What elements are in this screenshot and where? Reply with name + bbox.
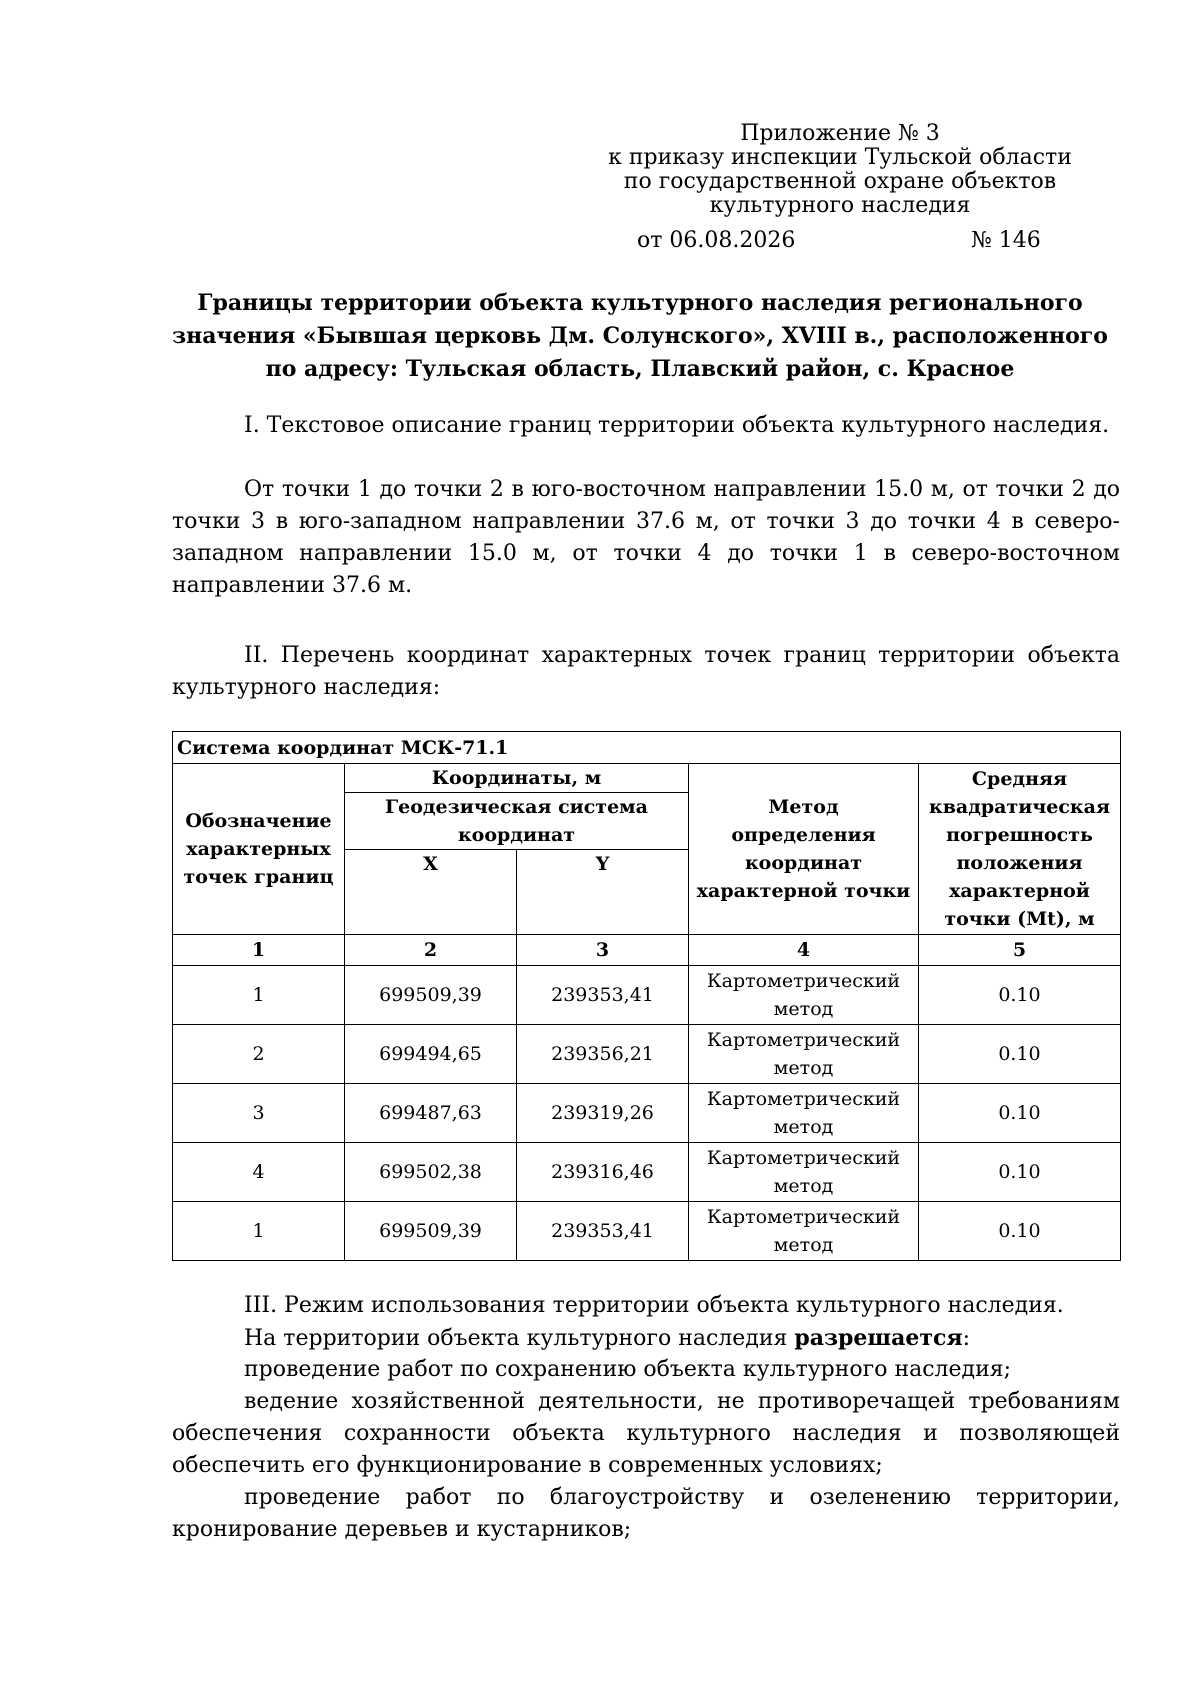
cell-x: 699502,38	[345, 1143, 517, 1202]
order-date: от 06.08.2026	[637, 228, 796, 253]
cell-method: Картометрический метод	[689, 1143, 919, 1202]
cell-point: 1	[173, 966, 345, 1025]
col-number: 1	[173, 935, 345, 966]
order-number: № 146	[971, 228, 1041, 253]
appendix-line: к приказу инспекции Тульской области	[608, 145, 1072, 170]
cell-error: 0.10	[919, 1202, 1121, 1261]
table-row	[173, 966, 1121, 1025]
cell-y: 239356,21	[517, 1025, 689, 1084]
col-method-header: Метод определения координат характерной точки	[689, 764, 919, 935]
coordinates-table	[172, 731, 1121, 1261]
section3-heading: III. Режим использования территории объекта культурного наследия.	[244, 1293, 1064, 1318]
section1-heading: I. Текстовое описание границ территории объекта культурного наследия.	[244, 413, 1110, 438]
col-number: 4	[689, 935, 919, 966]
section1-text: От точки 1 до точки 2 в юго-восточном направлении 15.0 м, от точки 2 до точки 3 в юго-западном направлении 37.6 м, от точки 3 до точки 4 в северо-западном направлении 15.0 м, от точки 4 до точки 1 в северо-восточном направлении 37.6 м.	[172, 477, 1120, 598]
cell-x: 699509,39	[345, 1202, 517, 1261]
cell-y: 239319,26	[517, 1084, 689, 1143]
cell-method: Картометрический метод	[689, 966, 919, 1025]
col-number: 2	[345, 935, 517, 966]
cell-x: 699509,39	[345, 966, 517, 1025]
cell-error: 0.10	[919, 1143, 1121, 1202]
allowed-line	[244, 1322, 970, 1355]
col-geo-header: Геодезическая система координат	[345, 793, 689, 850]
table-row	[173, 1025, 1121, 1084]
cell-point: 4	[173, 1143, 345, 1202]
cell-method: Картометрический метод	[689, 1202, 919, 1261]
appendix-line: культурного наследия	[709, 193, 971, 218]
allowed-item: проведение работ по сохранению объекта культурного наследия;	[244, 1357, 1012, 1382]
cell-y: 239316,46	[517, 1143, 689, 1202]
cell-error: 0.10	[919, 966, 1121, 1025]
appendix-header	[600, 122, 1080, 218]
col-number: 3	[517, 935, 689, 966]
cell-x: 699487,63	[345, 1084, 517, 1143]
cell-point: 1	[173, 1202, 345, 1261]
cell-y: 239353,41	[517, 966, 689, 1025]
allowed-bold: разрешается	[794, 1325, 963, 1351]
cell-point: 3	[173, 1084, 345, 1143]
allowed-suffix: :	[962, 1326, 971, 1351]
col-error-header: Средняя квадратическая погрешность положения характерной точки (Mt), м	[919, 764, 1121, 935]
allowed-item: проведение работ по благоустройству и озеленению территории, кронирование деревьев и кустарников;	[172, 1485, 1120, 1542]
allowed-item: ведение хозяйственной деятельности, не противоречащей требованиям обеспечения сохранности объекта культурного наследия и позволяющей обеспечить его функционирование в современных условиях;	[172, 1389, 1120, 1478]
cell-error: 0.10	[919, 1084, 1121, 1143]
cell-error: 0.10	[919, 1025, 1121, 1084]
title-line: Границы территории объекта культурного наследия регионального	[197, 290, 1083, 316]
cell-method: Картометрический метод	[689, 1025, 919, 1084]
cell-y: 239353,41	[517, 1202, 689, 1261]
col-y-header: Y	[517, 850, 689, 935]
appendix-line: по государственной охране объектов	[623, 169, 1057, 194]
section2-heading: II. Перечень координат характерных точек границ территории объекта культурного наследия:	[172, 643, 1120, 700]
cell-method: Картометрический метод	[689, 1084, 919, 1143]
appendix-line: Приложение № 3	[740, 121, 940, 146]
title-line: значения «Бывшая церковь Дм. Солунского», XVIII в., расположенного	[172, 323, 1108, 349]
cell-point: 2	[173, 1025, 345, 1084]
coordinate-system: Система координат МСК-71.1	[173, 732, 1121, 764]
title-line: по адресу: Тульская область, Плавский район, с. Красное	[265, 356, 1015, 382]
table-row	[173, 1202, 1121, 1261]
cell-x: 699494,65	[345, 1025, 517, 1084]
table-row	[173, 1143, 1121, 1202]
document-title	[160, 287, 1120, 386]
table-row	[173, 1084, 1121, 1143]
col-coords-header: Координаты, м	[345, 764, 689, 793]
allowed-prefix: На территории объекта культурного наследия	[244, 1326, 795, 1351]
col-number: 5	[919, 935, 1121, 966]
col-x-header: X	[345, 850, 517, 935]
col-point-header: Обозначение характерных точек границ	[173, 764, 345, 935]
